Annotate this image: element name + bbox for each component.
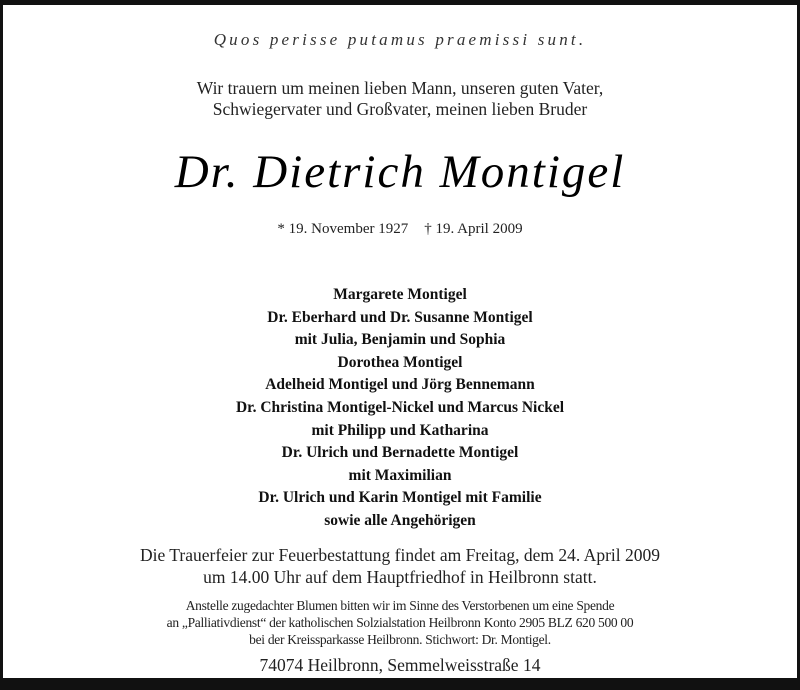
- mourner-line: mit Julia, Benjamin und Sophia: [294, 331, 506, 349]
- latin-motto: Quos perisse putamus praemissi sunt.: [213, 30, 587, 49]
- intro-line: Wir trauern um meinen lieben Mann, unseren guten Vater,: [196, 78, 604, 98]
- deceased-name: Dr. Dietrich Montigel: [174, 146, 626, 198]
- intro-line: Schwiegervater und Großvater, meinen lieben Bruder: [212, 99, 588, 119]
- funeral-service-info: [0, 544, 800, 588]
- mourner-line: Dr. Ulrich und Bernadette Montigel: [281, 444, 519, 462]
- birth-date: * 19. November 1927: [277, 221, 409, 237]
- address: 74074 Heilbronn, Semmelweisstraße 14: [259, 655, 541, 675]
- note-line: an „Palliativdienst“ der katholischen Solzialstation Heilbronn Konto 2905 BLZ 620 500 00: [166, 615, 634, 630]
- mourner-line: Margarete Montigel: [333, 286, 467, 303]
- life-dates: [0, 221, 800, 238]
- mourner-line: mit Maximilian: [348, 466, 452, 484]
- intro-text: [0, 78, 800, 120]
- mourners-list: [0, 284, 800, 533]
- death-date: † 19. April 2009: [424, 221, 523, 237]
- service-line: Die Trauerfeier zur Feuerbestattung findet am Freitag, dem 24. April 2009: [139, 545, 660, 565]
- mourner-line: sowie alle Angehörigen: [324, 511, 476, 529]
- mourner-line: Dr. Christina Montigel-Nickel und Marcus Nickel: [235, 398, 565, 416]
- note-line: Anstelle zugedachter Blumen bitten wir im Sinne des Verstorbenen um eine Spende: [185, 598, 615, 613]
- mourner-line: Adelheid Montigel und Jörg Bennemann: [265, 376, 535, 394]
- donation-note: [0, 597, 800, 648]
- mourner-line: Dr. Eberhard und Dr. Susanne Montigel: [267, 308, 533, 326]
- mourner-line: Dorothea Montigel: [337, 353, 463, 371]
- service-line: um 14.00 Uhr auf dem Hauptfriedhof in Heilbronn statt.: [203, 567, 597, 587]
- mourner-line: Dr. Ulrich und Karin Montigel mit Familie: [258, 489, 542, 507]
- note-line: bei der Kreissparkasse Heilbronn. Stichwort: Dr. Montigel.: [249, 632, 551, 647]
- mourner-line: mit Philipp und Katharina: [311, 421, 489, 439]
